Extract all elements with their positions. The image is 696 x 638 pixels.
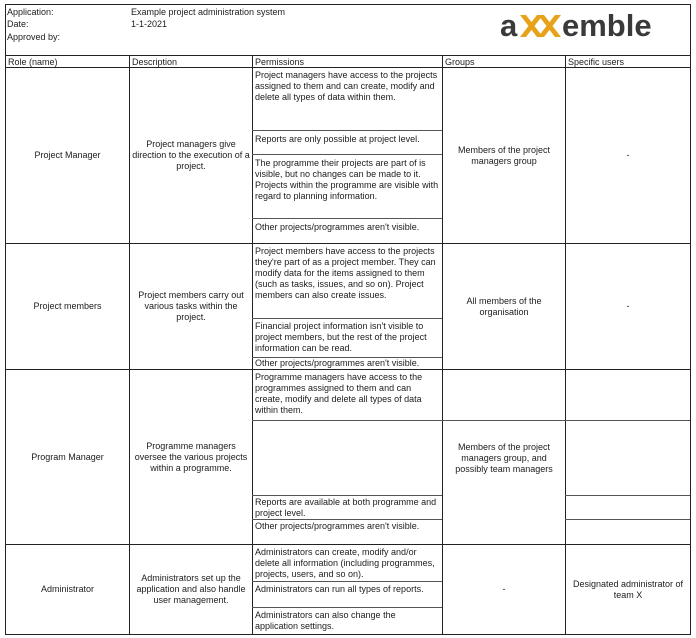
svg-text:emble: emble bbox=[562, 8, 652, 43]
row-description: Administrators set up the application and also handle user management. bbox=[136, 573, 246, 605]
date-label: Date: bbox=[7, 19, 29, 29]
row-role: Administrator bbox=[40, 584, 94, 594]
row-specific-users: - bbox=[626, 150, 630, 160]
col-header-permissions: Permissions bbox=[255, 57, 305, 67]
row-groups: - bbox=[502, 584, 506, 594]
axxemble-logo bbox=[500, 6, 676, 46]
permission-item: Reports are only possible at project level. bbox=[255, 134, 420, 144]
permission-item: Reports are available at both programme and project level. bbox=[255, 497, 437, 518]
row-specific-users: - bbox=[626, 301, 630, 311]
logo-xx-mark bbox=[520, 15, 561, 37]
svg-text:a: a bbox=[500, 8, 518, 43]
approved-by-label: Approved by: bbox=[7, 32, 61, 42]
date-value: 1-1-2021 bbox=[131, 19, 168, 29]
permission-item: Administrators can run all types of reports. bbox=[255, 584, 424, 594]
permission-item: Other projects/programmes aren't visible. bbox=[255, 222, 420, 232]
permission-item: Other projects/programmes aren't visible. bbox=[255, 521, 420, 531]
row-groups: All members of the organisation bbox=[466, 295, 542, 317]
row-groups: Members of the project managers group bbox=[457, 144, 551, 166]
row-description: Project members carry out various tasks within the project. bbox=[138, 290, 244, 322]
permission-item: Project members have access to the projects they're part of as a project member. They can modify data for the items assigned to them (such as tasks, issues, and so on). Project members can also create issues. bbox=[255, 246, 436, 300]
application-label: Application: bbox=[7, 7, 54, 17]
col-header-specific-users: Specific users bbox=[568, 57, 625, 67]
permission-item: Programme managers have access to the programmes assigned to them and can create, modify and delete all types of data within them. bbox=[255, 372, 423, 415]
row-description: Project managers give direction to the execution of a project. bbox=[132, 139, 250, 171]
col-header-groups: Groups bbox=[445, 57, 475, 67]
col-header-description: Description bbox=[132, 57, 178, 67]
permission-item: Other projects/programmes aren't visible. bbox=[255, 358, 420, 368]
permission-item: Administrators can create, modify and/or delete all information (including programmes, projects, users, and so on). bbox=[255, 547, 435, 579]
row-role: Program Manager bbox=[31, 451, 104, 462]
row-groups: Members of the project managers group, and possibly team managers bbox=[455, 441, 553, 474]
row-specific-users: Designated administrator of team X bbox=[572, 578, 684, 600]
row-role: Project members bbox=[33, 301, 102, 311]
permission-item: The programme their projects are part of is visible, but no changes can be made to it. Projects within the programme are visible with regard to planning information. bbox=[255, 158, 439, 201]
row-description: Programme managers oversee the various projects within a programme. bbox=[134, 440, 248, 473]
permission-item: Financial project information isn't visible to project members, but the rest of the project information can be read. bbox=[255, 321, 427, 353]
application-value: Example project administration system bbox=[131, 7, 286, 17]
permission-item: Administrators can also change the application settings. bbox=[255, 610, 396, 631]
permission-item: Project managers have access to the projects assigned to them and can create, modify and delete all types of data within them. bbox=[255, 70, 438, 102]
row-role: Project Manager bbox=[34, 150, 101, 160]
row-specific-users bbox=[566, 421, 690, 495]
col-header-role: Role (name) bbox=[8, 57, 58, 67]
